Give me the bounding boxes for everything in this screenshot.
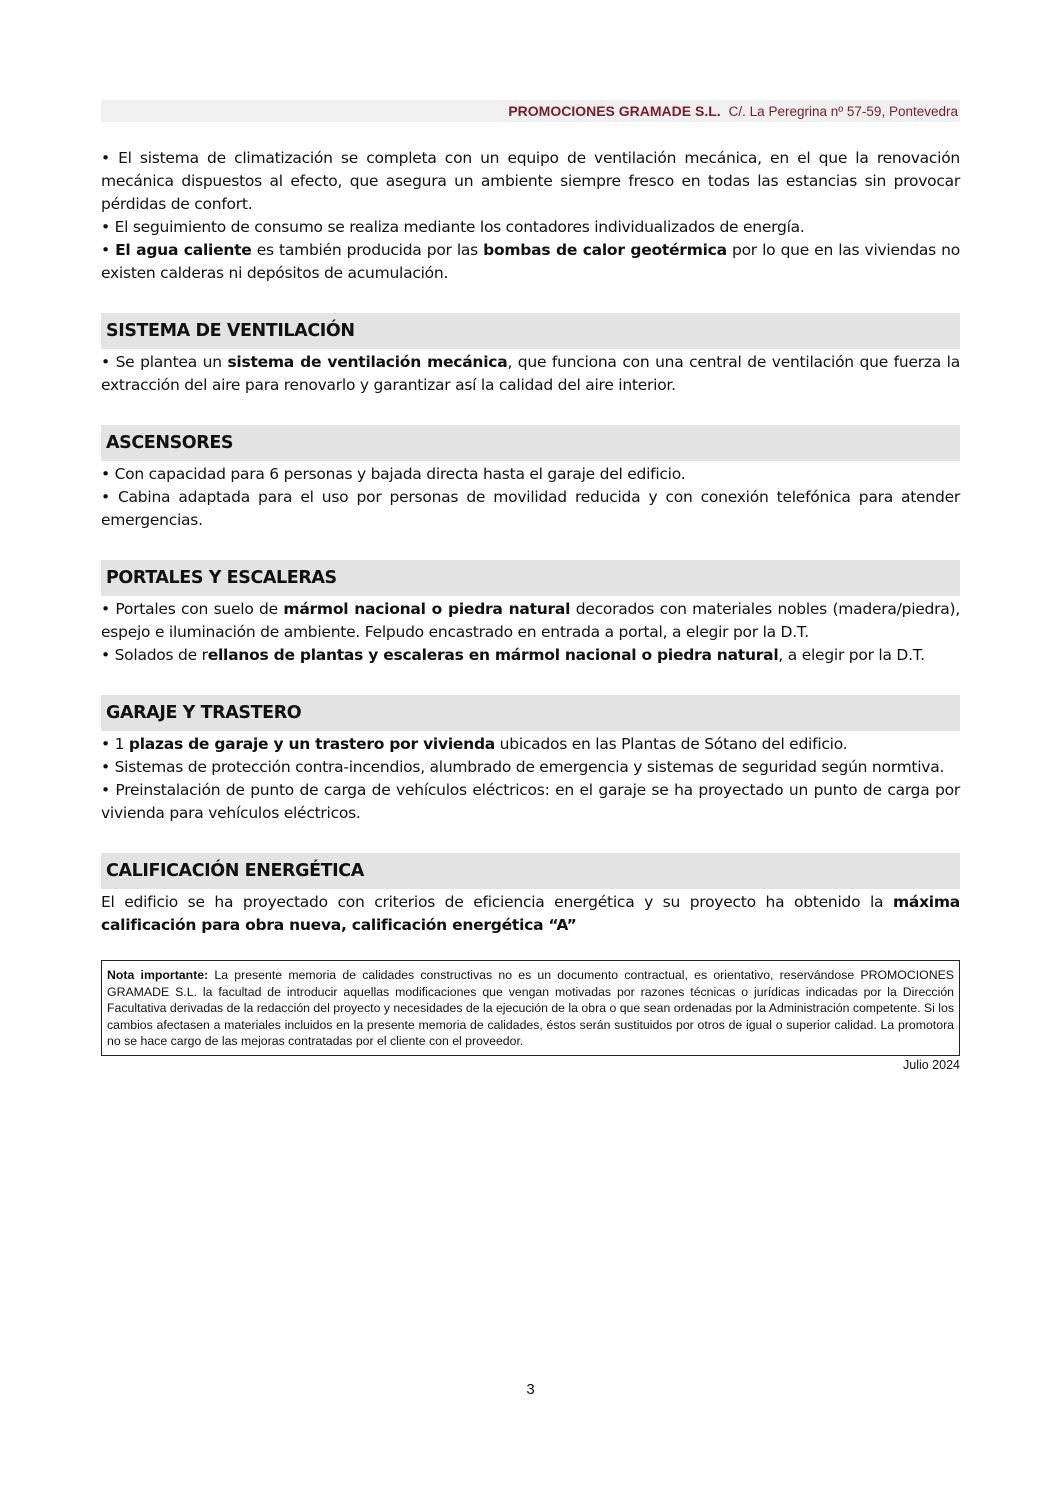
text-run: es también producida por las [251, 241, 484, 259]
company-address: C/. La Peregrina nº 57-59, Pontevedra [728, 103, 958, 119]
text-run: • [101, 241, 116, 259]
note-label: Nota importante: [107, 968, 209, 982]
text-run: , que funciona con una central de ventilación que fuerza la extracción del aire para renovarlo y garantizar así la calidad del aire interior. [101, 353, 960, 394]
section-title: ASCENSORES [101, 425, 960, 461]
text-run: • Solados de r [101, 646, 208, 664]
section-ventilacion [101, 313, 960, 397]
text-run: • Se plantea un [101, 353, 228, 371]
note-text: La presente memoria de calidades constructivas no es un documento contractual, es orientativo, reservándose PROMOCIONES GRAMADE S.L. la facultad de introducir aquellas modificaciones que vengan motivadas por razones técnicas o jurídicas indicadas por la Dirección Facultativa derivadas de la redacción del proyecto y necesidades de la ejecución de la obra o que sean ordenadas por la Administración competente. Si los cambios afectasen a materiales incluidos en la presente memoria de calidades, éstos serán sustituidos por otros de igual o superior calidad. La promotora no se hace cargo de las mejoras contratadas por el cliente con el proveedor. [107, 968, 954, 1048]
text-run: • 1 [101, 735, 129, 753]
section-paragraph: • Cabina adaptada para el uso por personas de movilidad reducida y con conexión telefónica para atender emergencias. [101, 488, 960, 529]
document-date: Julio 2024 [903, 1057, 960, 1072]
section-paragraph: • Sistemas de protección contra-incendios, alumbrado de emergencia y sistemas de seguridad según normtiva. [101, 758, 945, 776]
section-title: GARAJE Y TRASTERO [101, 695, 960, 731]
important-note-box [101, 960, 960, 1056]
bold-run: ellanos de plantas y escaleras en mármol nacional o piedra natural [207, 646, 779, 664]
text-run: • Portales con suelo de [101, 600, 284, 618]
text-run: , a elegir por la D.T. [778, 646, 925, 664]
section-ascensores [101, 425, 960, 532]
text-run: El edificio se ha proyectado con criterios de eficiencia energética y su proyecto ha obtenido la [101, 893, 893, 911]
page-number: 3 [526, 1381, 535, 1398]
section-paragraph [101, 891, 960, 937]
bold-run: El agua caliente [115, 241, 252, 259]
section-paragraph [101, 598, 960, 644]
text-run: ubicados en las Plantas de Sótano del edificio. [495, 735, 848, 753]
section-paragraph: • Con capacidad para 6 personas y bajada directa hasta el garaje del edificio. [101, 465, 686, 483]
bold-run: sistema de ventilación mecánica [227, 353, 508, 371]
section-paragraph [101, 351, 960, 397]
bold-run: máxima calificación para obra nueva, calificación energética “A” [101, 893, 960, 934]
company-name: PROMOCIONES GRAMADE S.L. [508, 103, 721, 119]
bold-run: bombas de calor geotérmica [483, 241, 727, 259]
section-calificacion [101, 853, 960, 937]
intro-text [101, 147, 960, 285]
page-header [101, 100, 960, 122]
intro-paragraph-climatizacion: • El sistema de climatización se completa con un equipo de ventilación mecánica, en el que la renovación mecánica dispuestos al efecto, que asegura un ambiente siempre fresco en todas las estancias sin provocar pérdidas de confort. [101, 149, 960, 213]
section-portales [101, 560, 960, 667]
text-run: decorados con materiales nobles (madera/piedra), espejo e iluminación de ambiente. Felpudo encastrado en entrada a portal, a elegir por la D.T. [101, 600, 960, 641]
intro-paragraph-agua [101, 239, 960, 285]
section-paragraph [101, 733, 960, 756]
section-paragraph [101, 644, 960, 667]
bold-run: mármol nacional o piedra natural [283, 600, 571, 618]
bold-run: plazas de garaje y un trastero por vivienda [128, 735, 495, 753]
intro-paragraph-consumo: • El seguimiento de consumo se realiza mediante los contadores individualizados de energía. [101, 218, 805, 236]
text-run: por lo que en las viviendas no existen calderas ni depósitos de acumulación. [101, 241, 960, 282]
section-title: SISTEMA DE VENTILACIÓN [101, 313, 960, 349]
section-title: CALIFICACIÓN ENERGÉTICA [101, 853, 960, 889]
document-page [101, 100, 960, 1072]
section-title: PORTALES Y ESCALERAS [101, 560, 960, 596]
section-paragraph: • Preinstalación de punto de carga de vehículos eléctricos: en el garaje se ha proyectado un punto de carga por vivienda para vehículos eléctricos. [101, 781, 960, 822]
section-garaje [101, 695, 960, 825]
